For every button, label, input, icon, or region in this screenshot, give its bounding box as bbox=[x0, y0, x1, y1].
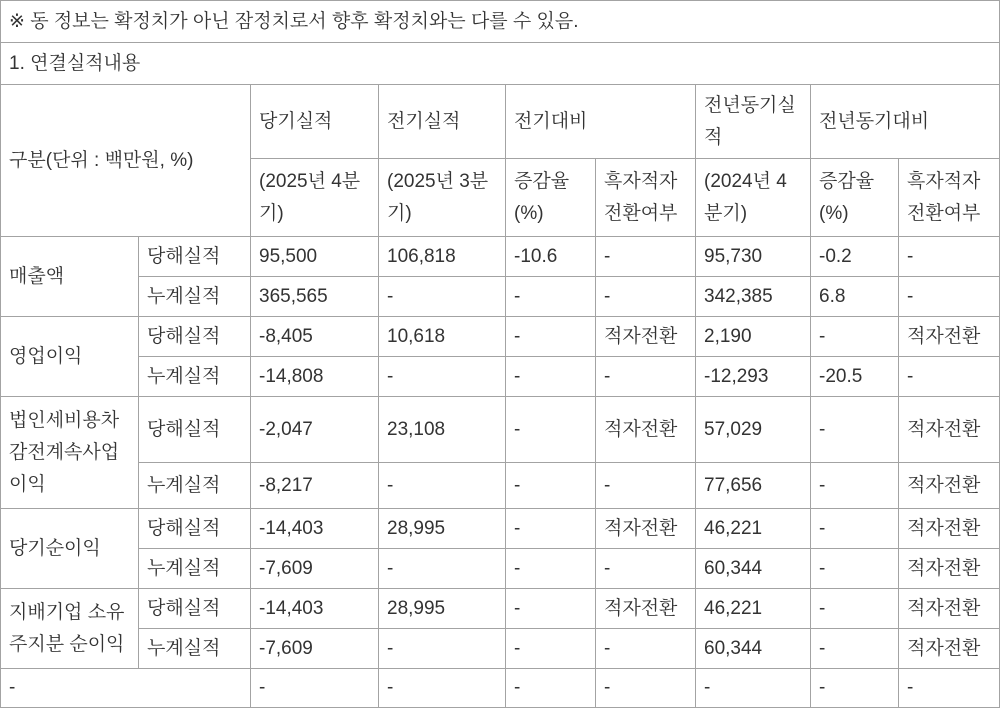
prior-year-value: 60,344 bbox=[696, 549, 811, 589]
prior-year-period-subheader: (2024년 4분기) bbox=[696, 159, 811, 237]
qoq-turnaround: 적자전환 bbox=[596, 509, 696, 549]
qoq-turnaround: - bbox=[596, 549, 696, 589]
row-category: 법인세비용차감전계속사업이익 bbox=[1, 397, 139, 509]
footer-cell: - bbox=[899, 669, 1000, 708]
table-row bbox=[1, 357, 1000, 397]
footer-cell: - bbox=[379, 669, 506, 708]
row-category: 영업이익 bbox=[1, 317, 139, 397]
section-title-row bbox=[1, 43, 1000, 85]
footer-cell: - bbox=[506, 669, 596, 708]
qoq-turnaround: - bbox=[596, 357, 696, 397]
yoy-turnaround: 적자전환 bbox=[899, 463, 1000, 509]
qoq-turnaround: - bbox=[596, 629, 696, 669]
table-row bbox=[1, 237, 1000, 277]
yoy-turnaround-header: 흑자적자전환여부 bbox=[899, 159, 1000, 237]
table-row bbox=[1, 589, 1000, 629]
current-value: -14,403 bbox=[251, 509, 379, 549]
previous-period-header: 전기실적 bbox=[379, 85, 506, 159]
qoq-turnaround: - bbox=[596, 277, 696, 317]
prior-year-value: 46,221 bbox=[696, 589, 811, 629]
qoq-change-rate-header: 증감율(%) bbox=[506, 159, 596, 237]
prior-year-header: 전년동기실적 bbox=[696, 85, 811, 159]
yoy-turnaround: 적자전환 bbox=[899, 317, 1000, 357]
row-category: 매출액 bbox=[1, 237, 139, 317]
yoy-change-rate: - bbox=[811, 549, 899, 589]
prior-year-value: 60,344 bbox=[696, 629, 811, 669]
qoq-change-rate: - bbox=[506, 463, 596, 509]
table-row bbox=[1, 629, 1000, 669]
yoy-turnaround: 적자전환 bbox=[899, 397, 1000, 463]
prior-year-value: 77,656 bbox=[696, 463, 811, 509]
current-value: 365,565 bbox=[251, 277, 379, 317]
row-type: 누계실적 bbox=[139, 549, 251, 589]
notice-row bbox=[1, 1, 1000, 43]
yoy-turnaround: - bbox=[899, 237, 1000, 277]
previous-value: - bbox=[379, 629, 506, 669]
qoq-change-rate: - bbox=[506, 549, 596, 589]
footer-row bbox=[1, 669, 1000, 708]
yoy-turnaround: 적자전환 bbox=[899, 549, 1000, 589]
yoy-change-rate-header: 증감율(%) bbox=[811, 159, 899, 237]
footer-cell: - bbox=[696, 669, 811, 708]
row-type: 당해실적 bbox=[139, 317, 251, 357]
previous-value: - bbox=[379, 277, 506, 317]
footer-cell: - bbox=[596, 669, 696, 708]
current-value: -2,047 bbox=[251, 397, 379, 463]
yoy-change-rate: - bbox=[811, 589, 899, 629]
yoy-change-rate: - bbox=[811, 629, 899, 669]
prior-year-value: 57,029 bbox=[696, 397, 811, 463]
vs-previous-header: 전기대비 bbox=[506, 85, 696, 159]
current-value: -7,609 bbox=[251, 629, 379, 669]
table-row bbox=[1, 509, 1000, 549]
current-value: -8,405 bbox=[251, 317, 379, 357]
current-value: -14,403 bbox=[251, 589, 379, 629]
yoy-change-rate: -0.2 bbox=[811, 237, 899, 277]
qoq-change-rate: - bbox=[506, 277, 596, 317]
footer-cell: - bbox=[811, 669, 899, 708]
yoy-turnaround: - bbox=[899, 277, 1000, 317]
previous-value: 28,995 bbox=[379, 589, 506, 629]
notice-text: ※ 동 정보는 확정치가 아닌 잠정치로서 향후 확정치와는 다를 수 있음. bbox=[1, 1, 1000, 43]
row-category: 지배기업 소유주지분 순이익 bbox=[1, 589, 139, 669]
qoq-turnaround-header: 흑자적자전환여부 bbox=[596, 159, 696, 237]
current-value: 95,500 bbox=[251, 237, 379, 277]
qoq-change-rate: - bbox=[506, 589, 596, 629]
category-header: 구분(단위 : 백만원, %) bbox=[1, 85, 251, 237]
row-type: 누계실적 bbox=[139, 357, 251, 397]
previous-value: - bbox=[379, 463, 506, 509]
previous-value: - bbox=[379, 357, 506, 397]
vs-prior-year-header: 전년동기대비 bbox=[811, 85, 1000, 159]
table-row bbox=[1, 549, 1000, 589]
qoq-change-rate: -10.6 bbox=[506, 237, 596, 277]
prior-year-value: 2,190 bbox=[696, 317, 811, 357]
yoy-change-rate: - bbox=[811, 397, 899, 463]
previous-value: 28,995 bbox=[379, 509, 506, 549]
yoy-turnaround: 적자전환 bbox=[899, 509, 1000, 549]
previous-value: 10,618 bbox=[379, 317, 506, 357]
qoq-change-rate: - bbox=[506, 629, 596, 669]
yoy-turnaround: - bbox=[899, 357, 1000, 397]
row-type: 누계실적 bbox=[139, 629, 251, 669]
qoq-change-rate: - bbox=[506, 397, 596, 463]
previous-value: 23,108 bbox=[379, 397, 506, 463]
table-row bbox=[1, 277, 1000, 317]
prior-year-value: -12,293 bbox=[696, 357, 811, 397]
current-value: -7,609 bbox=[251, 549, 379, 589]
previous-period-subheader: (2025년 3분기) bbox=[379, 159, 506, 237]
row-type: 당해실적 bbox=[139, 237, 251, 277]
current-period-header: 당기실적 bbox=[251, 85, 379, 159]
qoq-turnaround: 적자전환 bbox=[596, 397, 696, 463]
row-type: 당해실적 bbox=[139, 509, 251, 549]
prior-year-value: 342,385 bbox=[696, 277, 811, 317]
header-row-top bbox=[1, 85, 1000, 159]
previous-value: - bbox=[379, 549, 506, 589]
yoy-turnaround: 적자전환 bbox=[899, 629, 1000, 669]
qoq-change-rate: - bbox=[506, 357, 596, 397]
qoq-change-rate: - bbox=[506, 317, 596, 357]
table-row bbox=[1, 463, 1000, 509]
row-category: 당기순이익 bbox=[1, 509, 139, 589]
qoq-turnaround: 적자전환 bbox=[596, 317, 696, 357]
yoy-change-rate: - bbox=[811, 463, 899, 509]
current-value: -14,808 bbox=[251, 357, 379, 397]
footer-cell: - bbox=[1, 669, 251, 708]
previous-value: 106,818 bbox=[379, 237, 506, 277]
row-type: 당해실적 bbox=[139, 589, 251, 629]
qoq-turnaround: - bbox=[596, 463, 696, 509]
row-type: 누계실적 bbox=[139, 277, 251, 317]
yoy-change-rate: -20.5 bbox=[811, 357, 899, 397]
yoy-change-rate: - bbox=[811, 317, 899, 357]
table-row bbox=[1, 317, 1000, 357]
qoq-turnaround: - bbox=[596, 237, 696, 277]
row-type: 당해실적 bbox=[139, 397, 251, 463]
current-value: -8,217 bbox=[251, 463, 379, 509]
section-title: 1. 연결실적내용 bbox=[1, 43, 1000, 85]
current-period-subheader: (2025년 4분기) bbox=[251, 159, 379, 237]
row-type: 누계실적 bbox=[139, 463, 251, 509]
qoq-change-rate: - bbox=[506, 509, 596, 549]
yoy-turnaround: 적자전환 bbox=[899, 589, 1000, 629]
table-row bbox=[1, 397, 1000, 463]
qoq-turnaround: 적자전환 bbox=[596, 589, 696, 629]
prior-year-value: 95,730 bbox=[696, 237, 811, 277]
prior-year-value: 46,221 bbox=[696, 509, 811, 549]
yoy-change-rate: - bbox=[811, 509, 899, 549]
yoy-change-rate: 6.8 bbox=[811, 277, 899, 317]
footer-cell: - bbox=[251, 669, 379, 708]
